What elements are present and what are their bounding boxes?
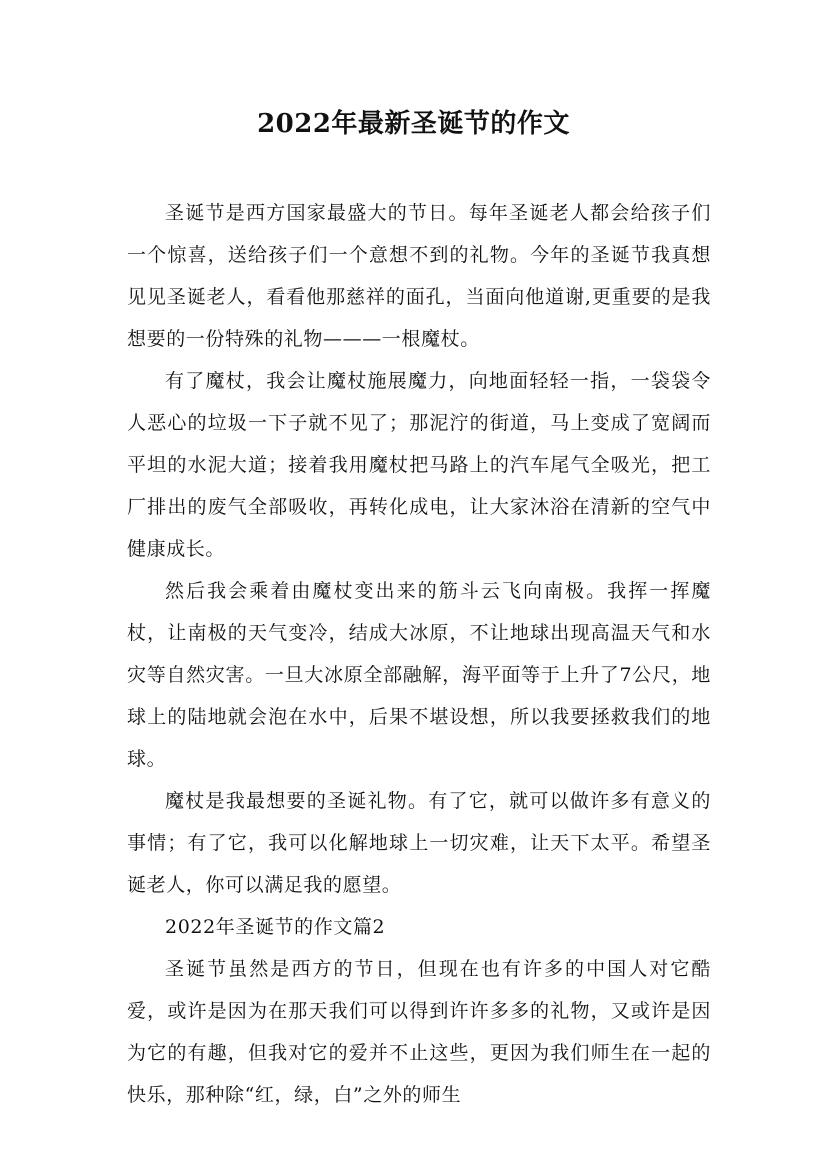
section-paragraph-1: 圣诞节虽然是西方的节日，但现在也有许多的中国人对它酷爱，或许是因为在那天我们可以得到许许多多的礼物，又或许是因为它的有趣，但我对它的爱并不止这些，更因为我们师生在一起的快乐，那种除“红，绿，白”之外的师生 bbox=[127, 958, 711, 1106]
paragraph-2: 有了魔杖，我会让魔杖施展魔力，向地面轻轻一指，一袋袋令人恶心的垃圾一下子就不见了；那泥泞的街道，马上变成了宽阔而平坦的水泥大道；接着我用魔杖把马路上的汽车尾气全吸光，把工厂排出的废气全部吸收，再转化成电，让大家沐浴在清新的空气中健康成长。 bbox=[127, 370, 711, 560]
document-body bbox=[127, 192, 711, 1116]
document-title: 2022年最新圣诞节的作文 bbox=[257, 109, 570, 139]
paragraph-1: 圣诞节是西方国家最盛大的节日。每年圣诞老人都会给孩子们一个惊喜，送给孩子们一个意想不到的礼物。今年的圣诞节我真想见见圣诞老人，看看他那慈祥的面孔，当面向他道谢,更重要的是我想要的一份特殊的礼物———一根魔杖。 bbox=[127, 202, 711, 350]
section-heading: 2022年圣诞节的作文篇2 bbox=[165, 916, 386, 938]
paragraph-4: 魔杖是我最想要的圣诞礼物。有了它，就可以做许多有意义的事情；有了它，我可以化解地球上一切灾难，让天下太平。希望圣诞老人，你可以满足我的愿望。 bbox=[127, 790, 711, 896]
paragraph-3: 然后我会乘着由魔杖变出来的筋斗云飞向南极。我挥一挥魔杖，让南极的天气变冷，结成大冰原，不让地球出现高温天气和水灾等自然灾害。一旦大冰原全部融解，海平面等于上升了7公尺，地球上的陆地就会泡在水中，后果不堪设想，所以我要拯救我们的地球。 bbox=[127, 580, 711, 770]
